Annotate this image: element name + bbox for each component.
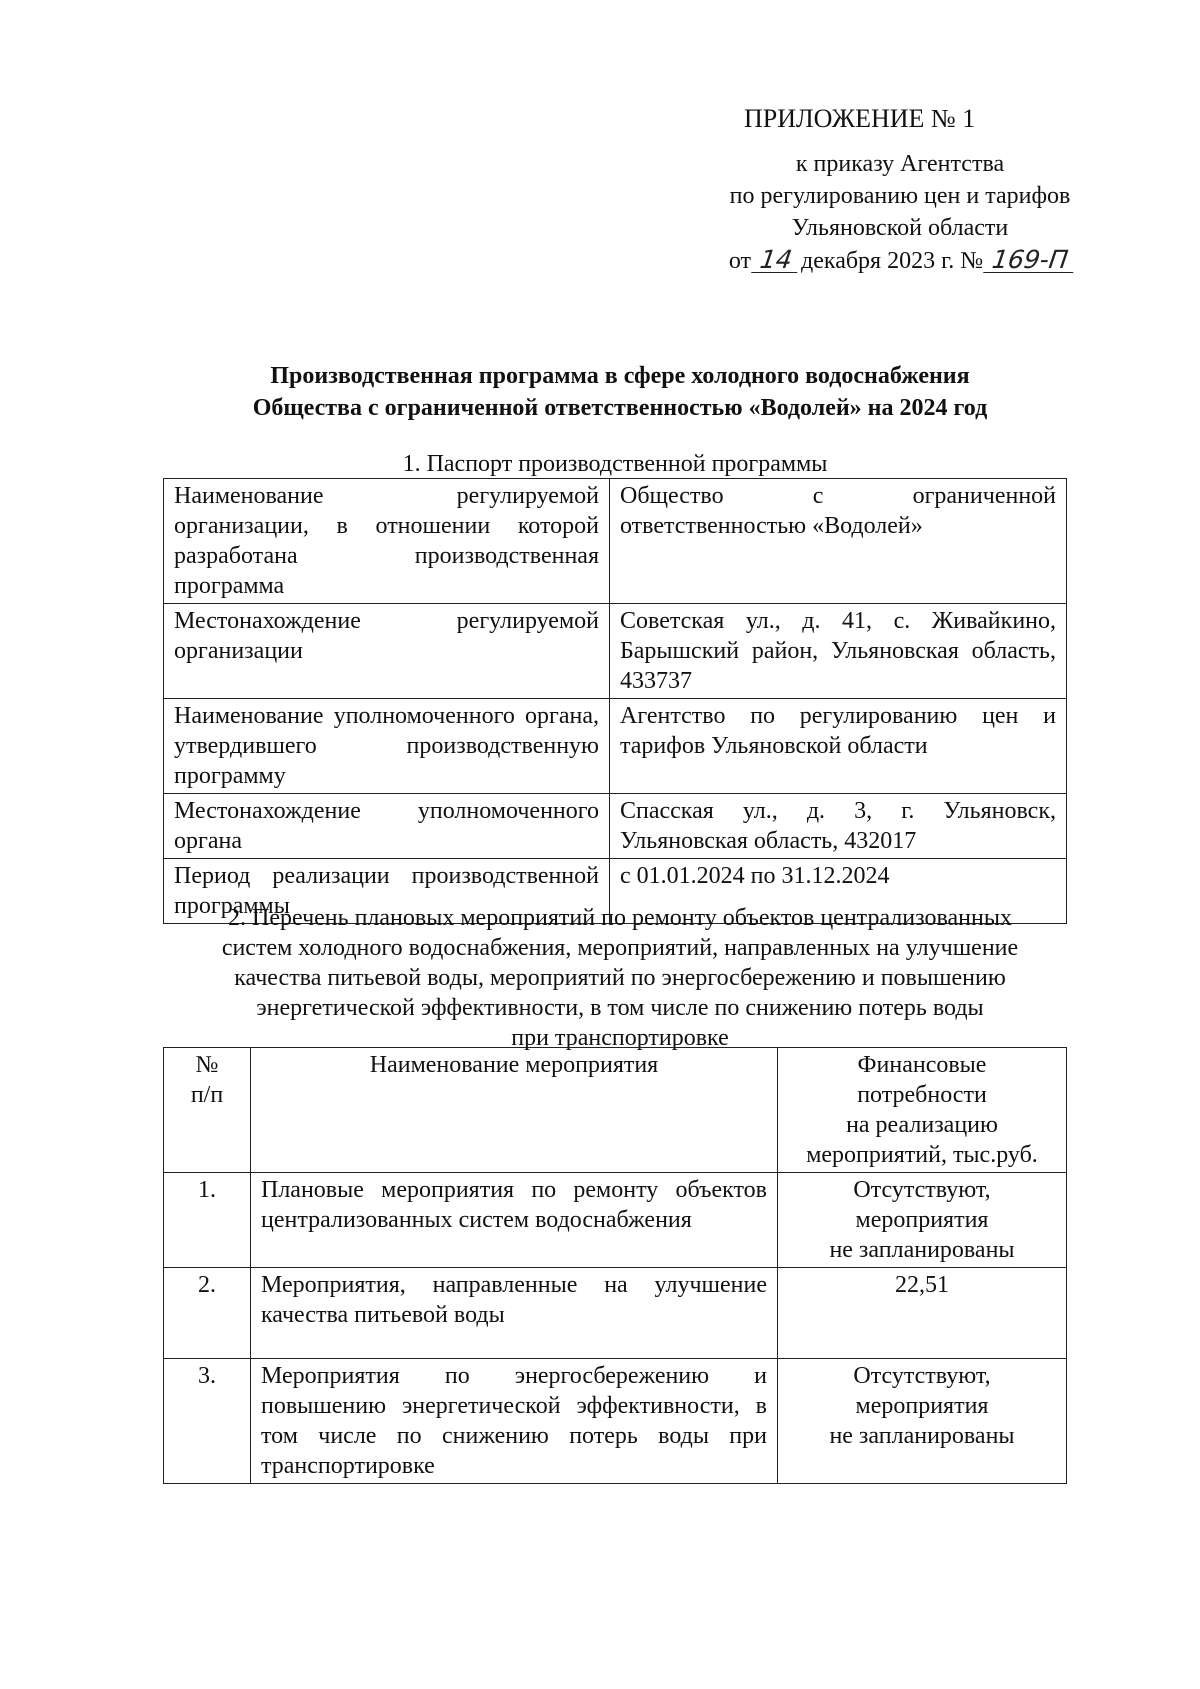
column-header-name: Наименование мероприятия xyxy=(251,1048,778,1173)
column-header-number xyxy=(164,1048,251,1173)
event-finance xyxy=(778,1359,1067,1484)
section2-heading-line: энергетической эффективности, в том числе по снижению потерь воды xyxy=(256,995,984,1021)
title-line-2: Общества с ограниченной ответственностью «Водолей» на 2024 год xyxy=(252,395,988,421)
table-row xyxy=(164,794,1067,859)
passport-label: Наименование уполномоченного органа, утвердившего производственную программу xyxy=(164,699,610,794)
events-table xyxy=(163,1047,1067,1484)
event-name: Плановые мероприятия по ремонту объектов централизованных систем водоснабжения xyxy=(251,1173,778,1268)
section1-heading: 1. Паспорт производственной программы xyxy=(402,451,828,477)
event-name: Мероприятия по энергосбережению и повышению энергетической эффективности, в том числе по снижению потерь воды при транспортировке xyxy=(251,1359,778,1484)
column-header-finance xyxy=(778,1048,1067,1173)
section2-heading-line: 2. Перечень плановых мероприятий по ремонту объектов централизованных xyxy=(228,905,1012,931)
order-date-line xyxy=(680,244,1120,277)
finance-text: Отсутствуют, xyxy=(853,1363,991,1389)
row-number: 3. xyxy=(164,1359,251,1484)
handwritten-day: 14 xyxy=(755,244,797,276)
passport-value: Советская ул., д. 41, с. Живайкино, Барышский район, Ульяновская область, 433737 xyxy=(610,604,1067,699)
section2-heading xyxy=(170,903,1070,1053)
order-line-2: по регулированию цен и тарифов xyxy=(729,183,1071,209)
section2-heading-line: качества питьевой воды, мероприятий по энергосбережению и повышению xyxy=(234,965,1006,991)
passport-label: Местонахождение регулируемой организации xyxy=(164,604,610,699)
event-finance xyxy=(778,1173,1067,1268)
passport-table xyxy=(163,478,1067,924)
finance-text: Отсутствуют, xyxy=(853,1177,991,1203)
table-row xyxy=(164,604,1067,699)
passport-label: Местонахождение уполномоченного органа xyxy=(164,794,610,859)
section2-heading-line: систем холодного водоснабжения, мероприятий, направленных на улучшение xyxy=(221,935,1019,961)
header-text: потребности xyxy=(857,1082,987,1108)
row-number: 1. xyxy=(164,1173,251,1268)
event-name: Мероприятия, направленные на улучшение качества питьевой воды xyxy=(251,1268,778,1359)
table-row xyxy=(164,1268,1067,1359)
table-row xyxy=(164,699,1067,794)
event-finance xyxy=(778,1268,1067,1359)
row-number: 2. xyxy=(164,1268,251,1359)
date-rest: декабря 2023 г. № xyxy=(801,248,984,274)
document-title xyxy=(200,360,1040,424)
date-prefix: от xyxy=(728,248,752,274)
header-text: п/п xyxy=(190,1082,224,1108)
table-header-row xyxy=(164,1048,1067,1173)
table-row xyxy=(164,1173,1067,1268)
title-line-1: Производственная программа в сфере холодного водоснабжения xyxy=(270,363,970,389)
header-text: № xyxy=(195,1052,219,1078)
finance-text: 22,51 xyxy=(895,1272,949,1298)
passport-value: Агентство по регулированию цен и тарифов Ульяновской области xyxy=(610,699,1067,794)
appendix-title: ПРИЛОЖЕНИЕ № 1 xyxy=(744,104,976,133)
order-line-1: к приказу Агентства xyxy=(795,151,1005,177)
section2-heading-line: при транспортировке xyxy=(511,1025,729,1051)
header-text: мероприятий, тыс.руб. xyxy=(806,1142,1038,1168)
finance-text: не запланированы xyxy=(829,1237,1015,1263)
handwritten-order-number: 169-П xyxy=(987,244,1073,276)
finance-text: не запланированы xyxy=(829,1423,1015,1449)
order-reference xyxy=(680,148,1120,277)
finance-text: мероприятия xyxy=(855,1207,989,1233)
passport-label: Период реализации производственной программы xyxy=(164,859,610,924)
header-text: на реализацию xyxy=(846,1112,998,1138)
passport-value: Спасская ул., д. 3, г. Ульяновск, Ульяновская область, 432017 xyxy=(610,794,1067,859)
finance-text: мероприятия xyxy=(855,1393,989,1419)
table-row xyxy=(164,479,1067,604)
table-row xyxy=(164,1359,1067,1484)
passport-value: Общество с ограниченной ответственностью «Водолей» xyxy=(610,479,1067,604)
header-text: Финансовые xyxy=(857,1052,987,1078)
passport-label: Наименование регулируемой организации, в отношении которой разработана производственная программа xyxy=(164,479,610,604)
passport-value: с 01.01.2024 по 31.12.2024 xyxy=(610,859,1067,924)
order-line-3: Ульяновской области xyxy=(791,215,1009,241)
